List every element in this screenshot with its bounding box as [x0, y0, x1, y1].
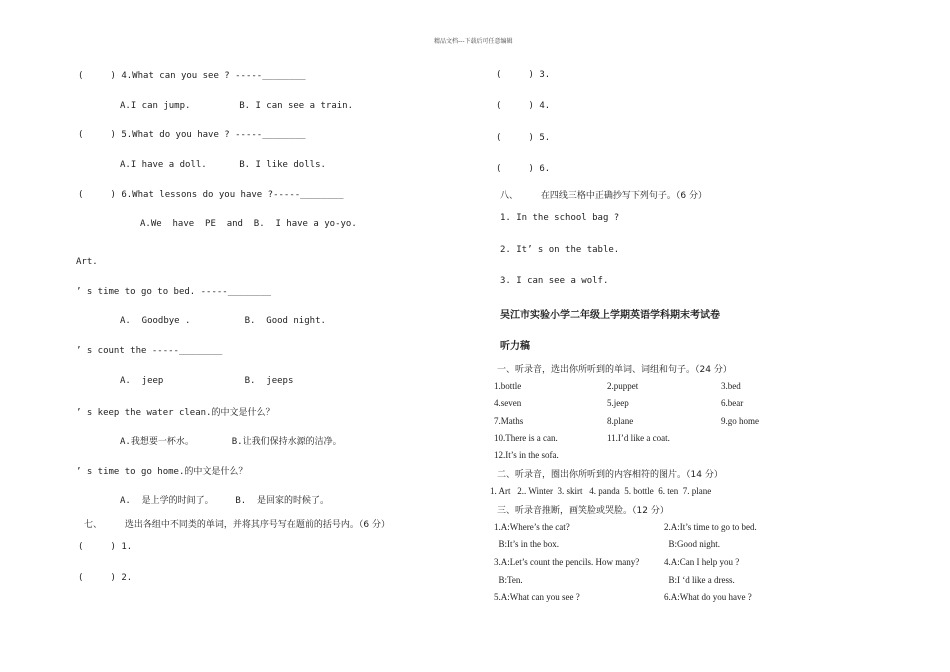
list-item: 9.go home — [721, 416, 759, 426]
question-count-options: A. jeep B. jeeps — [120, 376, 294, 386]
dialog-line: B:It’s in the box. — [494, 539, 559, 549]
list-item: 4.seven — [494, 398, 522, 408]
question-4-options: A.I can jump. B. I can see a train. — [120, 101, 353, 111]
question-6: ( ) 6.What lessons do you have ?-----________ — [78, 190, 344, 200]
dialog-line: B:Good night. — [664, 539, 721, 549]
dialog-line: 6.A:What do you have ? — [664, 592, 752, 602]
list-item: 2.puppet — [607, 381, 639, 391]
section-8-heading: 八、 在四线三格中正确抄写下列句子。（6 分） — [500, 191, 707, 201]
dialog-line: B:Ten. — [494, 575, 523, 585]
list-item: 12.It’s in the sofa. — [494, 450, 559, 460]
list-item: 3.bed — [721, 381, 741, 391]
dialog-line: B:I ‘d like a dress. — [664, 575, 735, 585]
list-item: 8.plane — [607, 416, 634, 426]
section-8-item-2: 2. It’ s on the table. — [500, 245, 620, 255]
part-2-words: 1. Art 2.. Winter 3. skirt 4. panda 5. bottle 6. ten 7. plane — [490, 486, 712, 496]
list-item: 10.There is a can. — [494, 433, 558, 443]
list-item: 5.jeep — [607, 398, 629, 408]
question-bed-options: A. Goodbye . B. Good night. — [120, 316, 326, 326]
list-item: 6.bear — [721, 398, 744, 408]
listening-script-title: 听力稿 — [500, 341, 530, 352]
question-bed: ’ s time to go to bed. -----________ — [76, 287, 272, 297]
section-7-item-5: ( ) 5. — [496, 133, 551, 143]
list-item: 7.Maths — [494, 416, 524, 426]
section-7-item-1: ( ) 1. — [78, 542, 133, 552]
question-home-options: A. 是上学的时间了。 B. 是回家的时候了。 — [120, 496, 330, 506]
section-8-item-3: 3. I can see a wolf. — [500, 276, 609, 286]
question-home: ’ s time to go home.的中文是什么？ — [76, 467, 248, 477]
question-water: ’ s keep the water clean.的中文是什么？ — [76, 408, 275, 418]
page-header: 精品文档---下载后可任意编辑 — [434, 38, 513, 45]
dialog-line: 1.A:Where’s the cat? — [494, 522, 570, 532]
list-item: 1.bottle — [494, 381, 522, 391]
dialog-line: 2.A:It’s time to go to bed. — [664, 522, 757, 532]
exam-title: 吴江市实验小学二年级上学期英语学科期末考试卷 — [500, 310, 720, 321]
section-7-item-6: ( ) 6. — [496, 164, 551, 174]
dialog-line: 5.A:What can you see ? — [494, 592, 580, 602]
question-5-options: A.I have a doll. B. I like dolls. — [120, 160, 326, 170]
list-item: 11.I’d like a coat. — [607, 433, 670, 443]
question-water-options: A.我想要一杯水。 B.让我们保持水源的洁净。 — [120, 437, 342, 447]
dialog-line: 4.A:Can I help you ? — [664, 557, 740, 567]
part-3-heading: 三、听录音推断，画笑脸或哭脸。（12 分） — [497, 506, 669, 516]
section-7-item-2: ( ) 2. — [78, 573, 133, 583]
question-count: ’ s count the -----________ — [76, 346, 223, 356]
dialog-line: 3.A:Let’s count the pencils. How many? — [494, 557, 640, 567]
part-2-heading: 二、听录音，圈出你所听到的内容相符的图片。（14 分） — [497, 470, 723, 480]
section-8-item-1: 1. In the school bag ? — [500, 213, 620, 223]
question-4: ( ) 4.What can you see ? -----________ — [78, 71, 306, 81]
question-6-options: A.We have PE and B. I have a yo-yo. — [140, 219, 357, 229]
section-7-item-3: ( ) 3. — [496, 70, 551, 80]
section-7-heading: 七、 选出各组中不同类的单词，并将其序号写在题前的括号内。（6 分） — [84, 520, 390, 530]
part-1-heading: 一、听录音，选出你所听到的单词、词组和句子。（24 分） — [497, 365, 732, 375]
section-7-item-4: ( ) 4. — [496, 101, 551, 111]
art-continuation: Art. — [76, 257, 98, 267]
question-5: ( ) 5.What do you have ? -----________ — [78, 130, 306, 140]
